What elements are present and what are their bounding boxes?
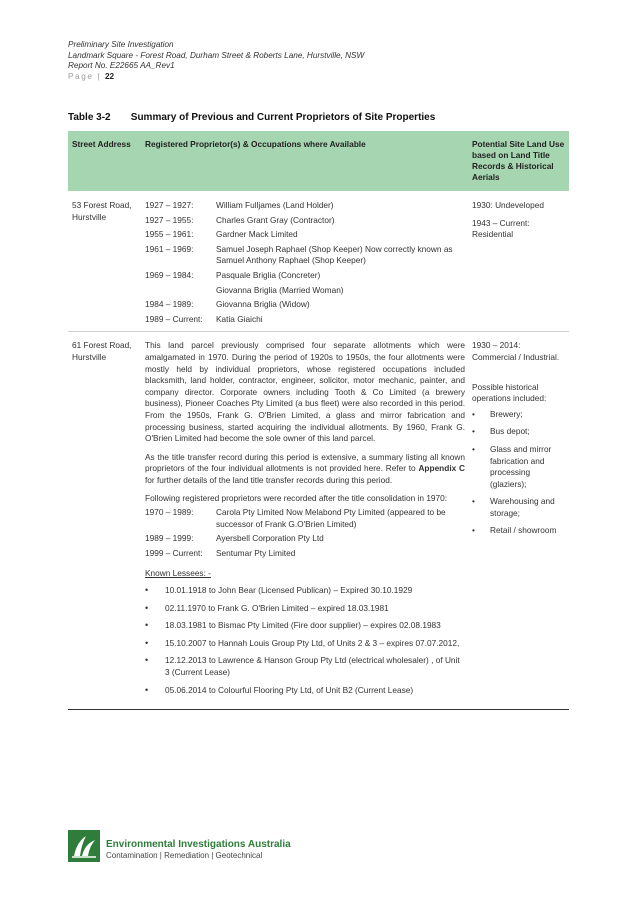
proprietor-name: Pasquale Briglia (Concreter) xyxy=(216,269,321,280)
proprietor-name: Samuel Joseph Raphael (Shop Keeper) Now correctly known as Samuel Anthony Raphael (Shop Keeper) xyxy=(216,243,453,266)
proprietor-date: 1999 – Current: xyxy=(145,547,203,558)
operations-list xyxy=(472,409,566,537)
proprietor-date: 1984 – 1989: xyxy=(145,299,194,310)
list-item: • 18.03.1981 to Bismac Pty Limited (Fire door supplier) – expires 02.08.1983 xyxy=(165,620,465,632)
street-address: 53 Forest Road, Hurstville xyxy=(68,191,141,332)
proprietor-name: Sentumar Pty Limited xyxy=(216,547,296,558)
proprietor-entry xyxy=(145,507,465,533)
report-title: Preliminary Site Investigation xyxy=(68,40,174,49)
page-indicator xyxy=(68,72,364,83)
company-tagline: Contamination | Remediation | Geotechnical xyxy=(106,851,263,860)
proprietor-entry xyxy=(145,244,465,270)
table-header-row xyxy=(68,131,569,191)
proprietor-name: William Fulljames (Land Holder) xyxy=(216,200,334,210)
proprietor-entry xyxy=(145,200,465,215)
list-item: • 05.06.2014 to Colourful Flooring Pty Ltd, of Unit B2 (Current Lease) xyxy=(165,685,465,697)
company-name: Environmental Investigations Australia xyxy=(106,839,291,850)
proprietor-name: Giovanna Briglia (Widow) xyxy=(216,299,310,310)
land-use-entry: Possible historical operations included: xyxy=(472,381,547,404)
proprietor-name: Gardner Mack Limited xyxy=(216,229,298,240)
page-number: 22 xyxy=(105,71,115,81)
history-paragraph: This land parcel previously comprised four separate allotments which were amalgamated in 1970. During the period of 1920s to 1950s, the four allotments were mostly held by individual proprietors, whose registered occupations included blacksmith, land holder, contractor, engineer, solicitor, motor mechanic, painter, and company director. Corporate owners including Tooth & Co Limited (a brewery business), Pioneer Coaches Pty Limited (a bus fleet) were also recorded in this period. From the 1950s, Frank G. O'Brien Limited, a glass and mirror fabrication and processing business, started acquiring the individual allotments. By 1960, Frank G. O'Brien Limited had become the sole owner of this land parcel. xyxy=(145,340,465,444)
proprietor-cell xyxy=(141,191,468,332)
table-number: Table 3-2 xyxy=(68,112,111,123)
list-item: • Warehousing and storage; xyxy=(490,496,566,519)
appendix-reference: Appendix C xyxy=(418,463,465,474)
col-land-use: Potential Site Land Use based on Land Title Records & Historical Aerials xyxy=(468,131,569,191)
proprietor-cell xyxy=(141,332,468,710)
land-use-entry: 1943 – Current: Residential xyxy=(472,217,530,240)
proprietor-date: 1961 – 1969: xyxy=(145,243,194,254)
proprietor-name: Charles Grant Gray (Contractor) xyxy=(216,214,335,225)
table-row xyxy=(68,191,569,332)
appendix-text-end: for further details of the land title transfer records during this period. xyxy=(145,474,393,485)
list-item: • Retail / showroom xyxy=(490,525,566,537)
consolidation-paragraph: Following registered proprietors were recorded after the title consolidation in 1970: xyxy=(145,493,448,504)
lessees-heading: Known Lessees: - xyxy=(145,568,211,579)
proprietor-entry xyxy=(145,314,465,329)
proprietor-date xyxy=(145,285,216,300)
proprietor-name: Carola Pty Limited Now Melabond Pty Limited (appeared to be successor of Frank G.O'Brien Limited) xyxy=(216,507,446,529)
list-item: • Bus depot; xyxy=(490,426,566,438)
list-item: • Brewery; xyxy=(490,409,566,421)
land-use-entry: 1930 – 2014: Commercial / Industrial. xyxy=(472,340,560,362)
proprietor-entry xyxy=(145,270,465,285)
proprietor-entry xyxy=(145,299,465,314)
list-item: • 12.12.2013 to Lawrence & Hanson Group Pty Ltd (electrical wholesaler) , of Unit 3 (Current Lease) xyxy=(165,655,465,678)
proprietor-list xyxy=(145,200,465,328)
proprietor-list xyxy=(145,507,465,562)
list-item: • 02.11.1970 to Frank G. O'Brien Limited – expired 18.03.1981 xyxy=(165,603,465,615)
list-item: • 10.01.1918 to John Bear (Licensed Publican) – Expired 30.10.1929 xyxy=(165,585,465,597)
table-caption xyxy=(68,112,435,123)
proprietor-name: Giovanna Briglia (Married Woman) xyxy=(216,284,344,295)
col-proprietors: Registered Proprietor(s) & Occupations where Available xyxy=(141,131,468,191)
table-row xyxy=(68,332,569,710)
col-street-address: Street Address xyxy=(68,131,141,191)
proprietor-name: Katia Giaichi xyxy=(216,313,263,324)
proprietor-entry xyxy=(145,215,465,230)
proprietor-entry xyxy=(145,548,465,563)
proprietor-date: 1927 – 1927: xyxy=(145,200,194,210)
proprietor-entry xyxy=(145,229,465,244)
land-use-entry: 1930: Undeveloped xyxy=(472,200,544,210)
street-address: 61 Forest Road, Hurstville xyxy=(68,332,141,710)
page-label: Page | xyxy=(68,71,105,81)
proprietor-date: 1970 – 1989: xyxy=(145,507,194,518)
land-use-cell xyxy=(468,191,569,332)
lessees-list xyxy=(145,585,465,696)
appendix-paragraph xyxy=(145,452,465,487)
proprietor-date: 1989 – 1999: xyxy=(145,533,194,544)
proprietor-entry xyxy=(145,285,465,300)
proprietor-date: 1927 – 1955: xyxy=(145,214,194,225)
list-item: • 15.10.2007 to Hannah Louis Group Pty Ltd, of Units 2 & 3 – expires 07.07.2012, xyxy=(165,638,465,650)
project-site: Landmark Square - Forest Road, Durham Street & Roberts Lane, Hurstville, NSW xyxy=(68,50,365,60)
appendix-text: As the title transfer record during this period is extensive, a summary listing all known proprietors of the four individual allotments is not provided here. Refer to xyxy=(145,451,465,474)
report-number: Report No. E22665 AA_Rev1 xyxy=(68,61,175,71)
proprietor-name: Ayersbell Corporation Pty Ltd xyxy=(216,533,324,544)
proprietor-entry xyxy=(145,533,465,548)
proprietor-date: 1989 – Current: xyxy=(145,313,203,324)
company-logo-icon xyxy=(68,830,100,862)
list-item: • Glass and mirror fabrication and processing (glaziers); xyxy=(490,444,566,490)
page-header xyxy=(68,40,364,82)
proprietor-date: 1969 – 1984: xyxy=(145,269,194,280)
proprietors-table xyxy=(68,131,569,710)
proprietor-date: 1955 – 1961: xyxy=(145,229,194,240)
land-use-cell xyxy=(468,332,569,710)
table-title: Summary of Previous and Current Proprietors of Site Properties xyxy=(130,112,436,123)
